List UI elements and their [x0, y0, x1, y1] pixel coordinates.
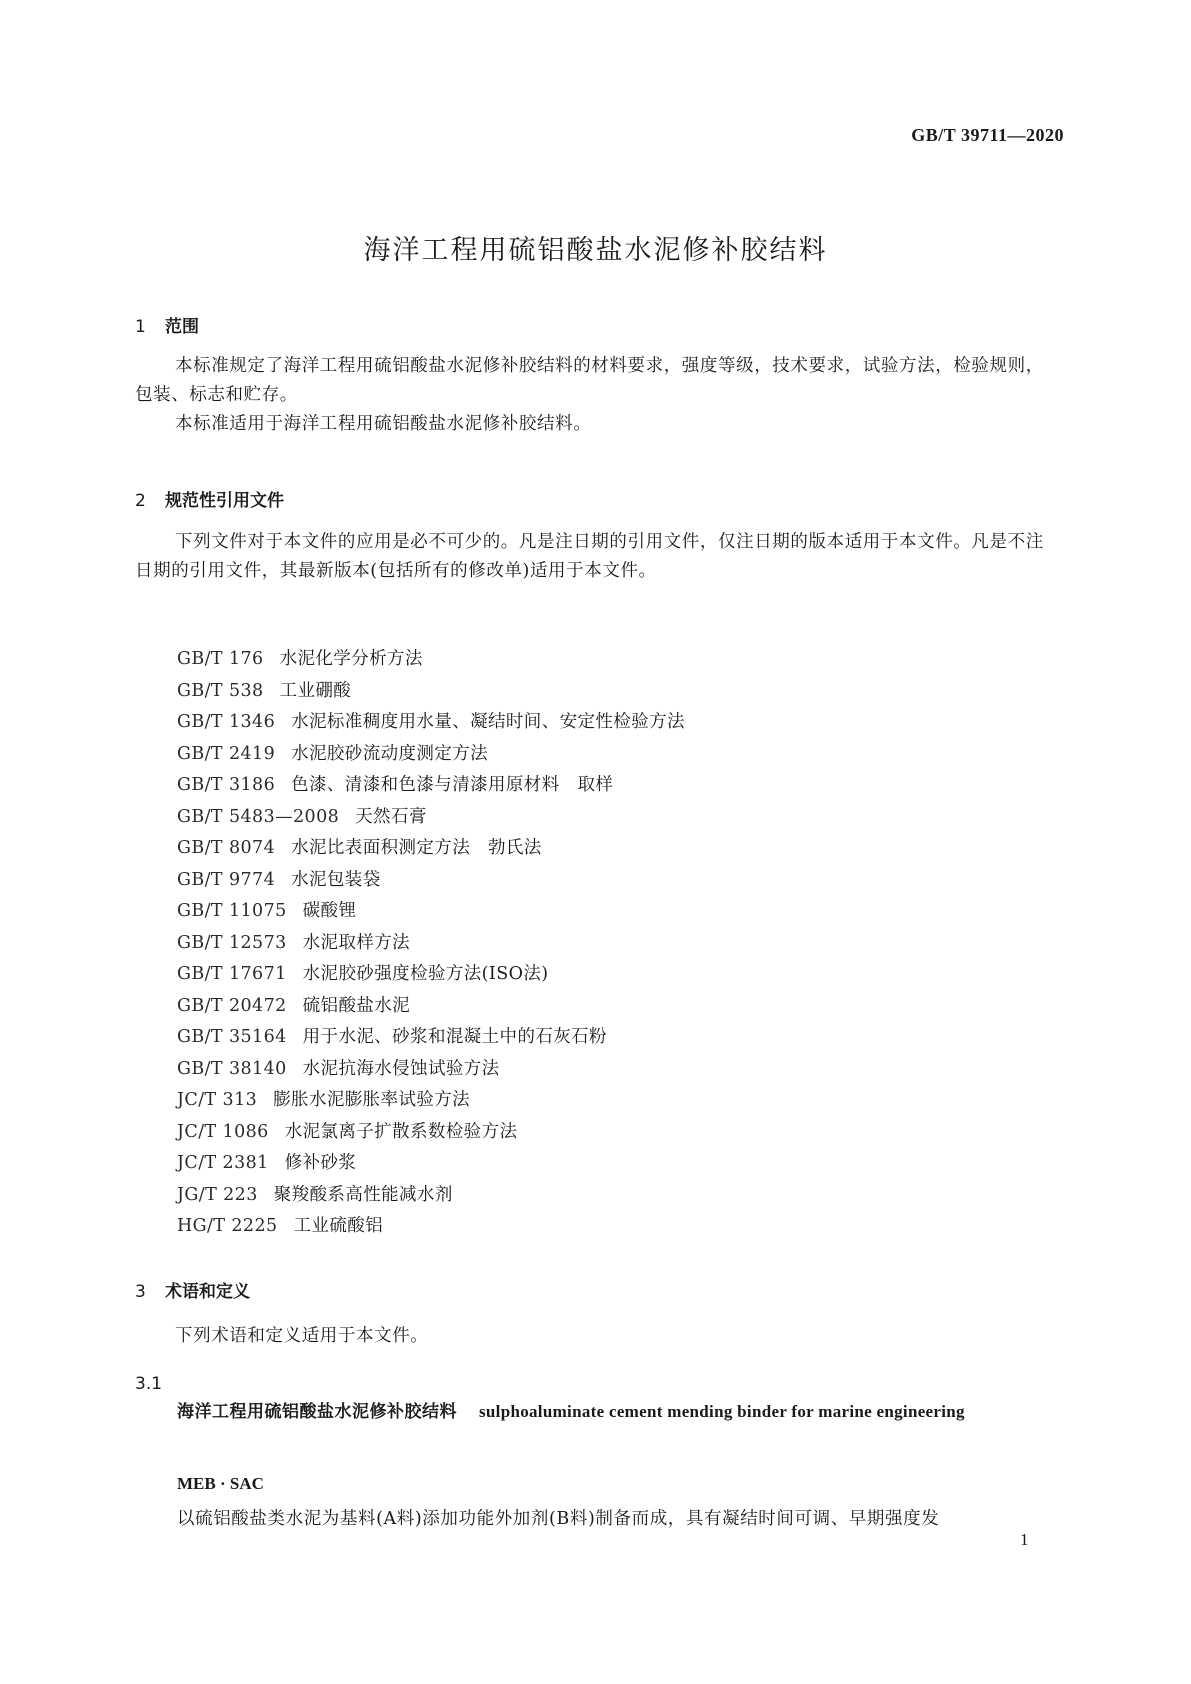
reference-item	[177, 833, 685, 865]
reference-code: JC/T 1086	[177, 1121, 269, 1142]
reference-item	[177, 896, 685, 928]
reference-item	[177, 1180, 685, 1212]
reference-code: GB/T 3186	[177, 775, 276, 795]
reference-item	[177, 959, 685, 991]
reference-item	[177, 1022, 685, 1054]
reference-item	[177, 1117, 685, 1149]
reference-item	[177, 644, 685, 676]
reference-item	[177, 739, 685, 771]
reference-code: GB/T 20472	[177, 995, 287, 1016]
reference-item	[177, 707, 685, 739]
reference-item	[177, 1148, 685, 1180]
reference-code: GB/T 35164	[177, 1027, 287, 1047]
normative-intro-paragraph: 下列文件对于本文件的应用是必不可少的。凡是注日期的引用文件，仅注日期的版本适用于本文件。凡是不注日期的引用文件，其最新版本(包括所有的修改单)适用于本文件。	[135, 532, 1044, 581]
reference-title: 水泥包装袋	[291, 869, 381, 890]
reference-title: 修补砂浆	[284, 1153, 357, 1173]
reference-code: GB/T 8074	[177, 838, 276, 858]
reference-title: 水泥抗海水侵蚀试验方法	[302, 1058, 500, 1079]
reference-code: JG/T 223	[177, 1184, 258, 1205]
reference-title: 水泥胶砂强度检验方法(ISO法)	[302, 964, 549, 984]
reference-code: GB/T 2419	[177, 743, 276, 764]
reference-code: GB/T 1346	[177, 712, 276, 732]
reference-code: GB/T 38140	[177, 1058, 287, 1079]
term-abbreviation: MEB · SAC	[177, 1474, 264, 1493]
reference-title: 工业硼酸	[279, 680, 352, 701]
reference-item	[177, 802, 685, 834]
reference-title: 水泥取样方法	[302, 932, 411, 953]
reference-title: 用于水泥、砂浆和混凝土中的石灰石粉	[302, 1027, 607, 1047]
reference-title: 水泥化学分析方法	[279, 649, 423, 669]
reference-title: 色漆、清漆和色漆与清漆用原材料 取样	[291, 775, 614, 795]
reference-item	[177, 1211, 685, 1243]
reference-code: GB/T 9774	[177, 869, 276, 890]
standard-code-header: GB/T 39711—2020	[911, 125, 1064, 145]
reference-title: 硫铝酸盐水泥	[302, 995, 411, 1016]
section-heading-normative-references	[135, 486, 284, 511]
scope-paragraph-2: 本标准适用于海洋工程用硫铝酸盐水泥修补胶结料。	[175, 414, 592, 434]
reference-code: GB/T 12573	[177, 932, 287, 953]
terms-intro-paragraph: 下列术语和定义适用于本文件。	[175, 1326, 429, 1346]
reference-code: GB/T 17671	[177, 964, 287, 984]
reference-title: 水泥标准稠度用水量、凝结时间、安定性检验方法	[291, 712, 685, 732]
section-heading-terms-definitions	[135, 1277, 250, 1302]
section-title: 规范性引用文件	[165, 491, 284, 511]
scope-paragraph-1: 本标准规定了海洋工程用硫铝酸盐水泥修补胶结料的材料要求，强度等级，技术要求，试验方法，检验规则，包装、标志和贮存。	[135, 356, 1044, 405]
reference-code: HG/T 2225	[177, 1216, 278, 1236]
reference-title: 水泥比表面积测定方法 勃氏法	[291, 838, 542, 858]
reference-title: 水泥氯离子扩散系数检验方法	[284, 1121, 518, 1142]
reference-code: JC/T 313	[177, 1090, 258, 1110]
reference-title: 聚羧酸系高性能减水剂	[273, 1184, 453, 1205]
reference-code: GB/T 176	[177, 649, 264, 669]
reference-item	[177, 928, 685, 960]
term-english: sulphoaluminate cement mending binder for marine engineering	[479, 1402, 965, 1421]
page-number: 1	[1020, 1530, 1029, 1549]
reference-code: GB/T 11075	[177, 901, 287, 921]
reference-item	[177, 1054, 685, 1086]
reference-title: 工业硫酸铝	[293, 1216, 384, 1236]
reference-code: GB/T 5483—2008	[177, 806, 340, 827]
reference-title: 碳酸锂	[302, 901, 357, 921]
term-entry	[177, 1396, 1057, 1428]
reference-title: 水泥胶砂流动度测定方法	[291, 743, 489, 764]
term-chinese: 海洋工程用硫铝酸盐水泥修补胶结料	[177, 1402, 457, 1422]
reference-title: 膨胀水泥膨胀率试验方法	[273, 1090, 471, 1110]
clause-number: 3.1	[135, 1374, 163, 1394]
reference-item	[177, 865, 685, 897]
reference-item	[177, 770, 685, 802]
reference-code: JC/T 2381	[177, 1153, 269, 1173]
reference-title: 天然石膏	[355, 806, 427, 827]
document-title: 海洋工程用硫铝酸盐水泥修补胶结料	[363, 235, 828, 266]
section-number: 1	[135, 317, 146, 337]
reference-item	[177, 1085, 685, 1117]
normative-reference-list	[177, 644, 685, 1243]
section-title: 术语和定义	[165, 1282, 250, 1302]
reference-item	[177, 676, 685, 708]
reference-item	[177, 991, 685, 1023]
section-heading-scope	[135, 312, 199, 337]
section-title: 范围	[165, 317, 199, 337]
section-number: 3	[135, 1282, 146, 1302]
section-number: 2	[135, 491, 146, 511]
term-definition: 以硫铝酸盐类水泥为基料(A料)添加功能外加剂(B料)制备而成，具有凝结时间可调、早期强度发	[177, 1509, 940, 1529]
reference-code: GB/T 538	[177, 680, 264, 701]
